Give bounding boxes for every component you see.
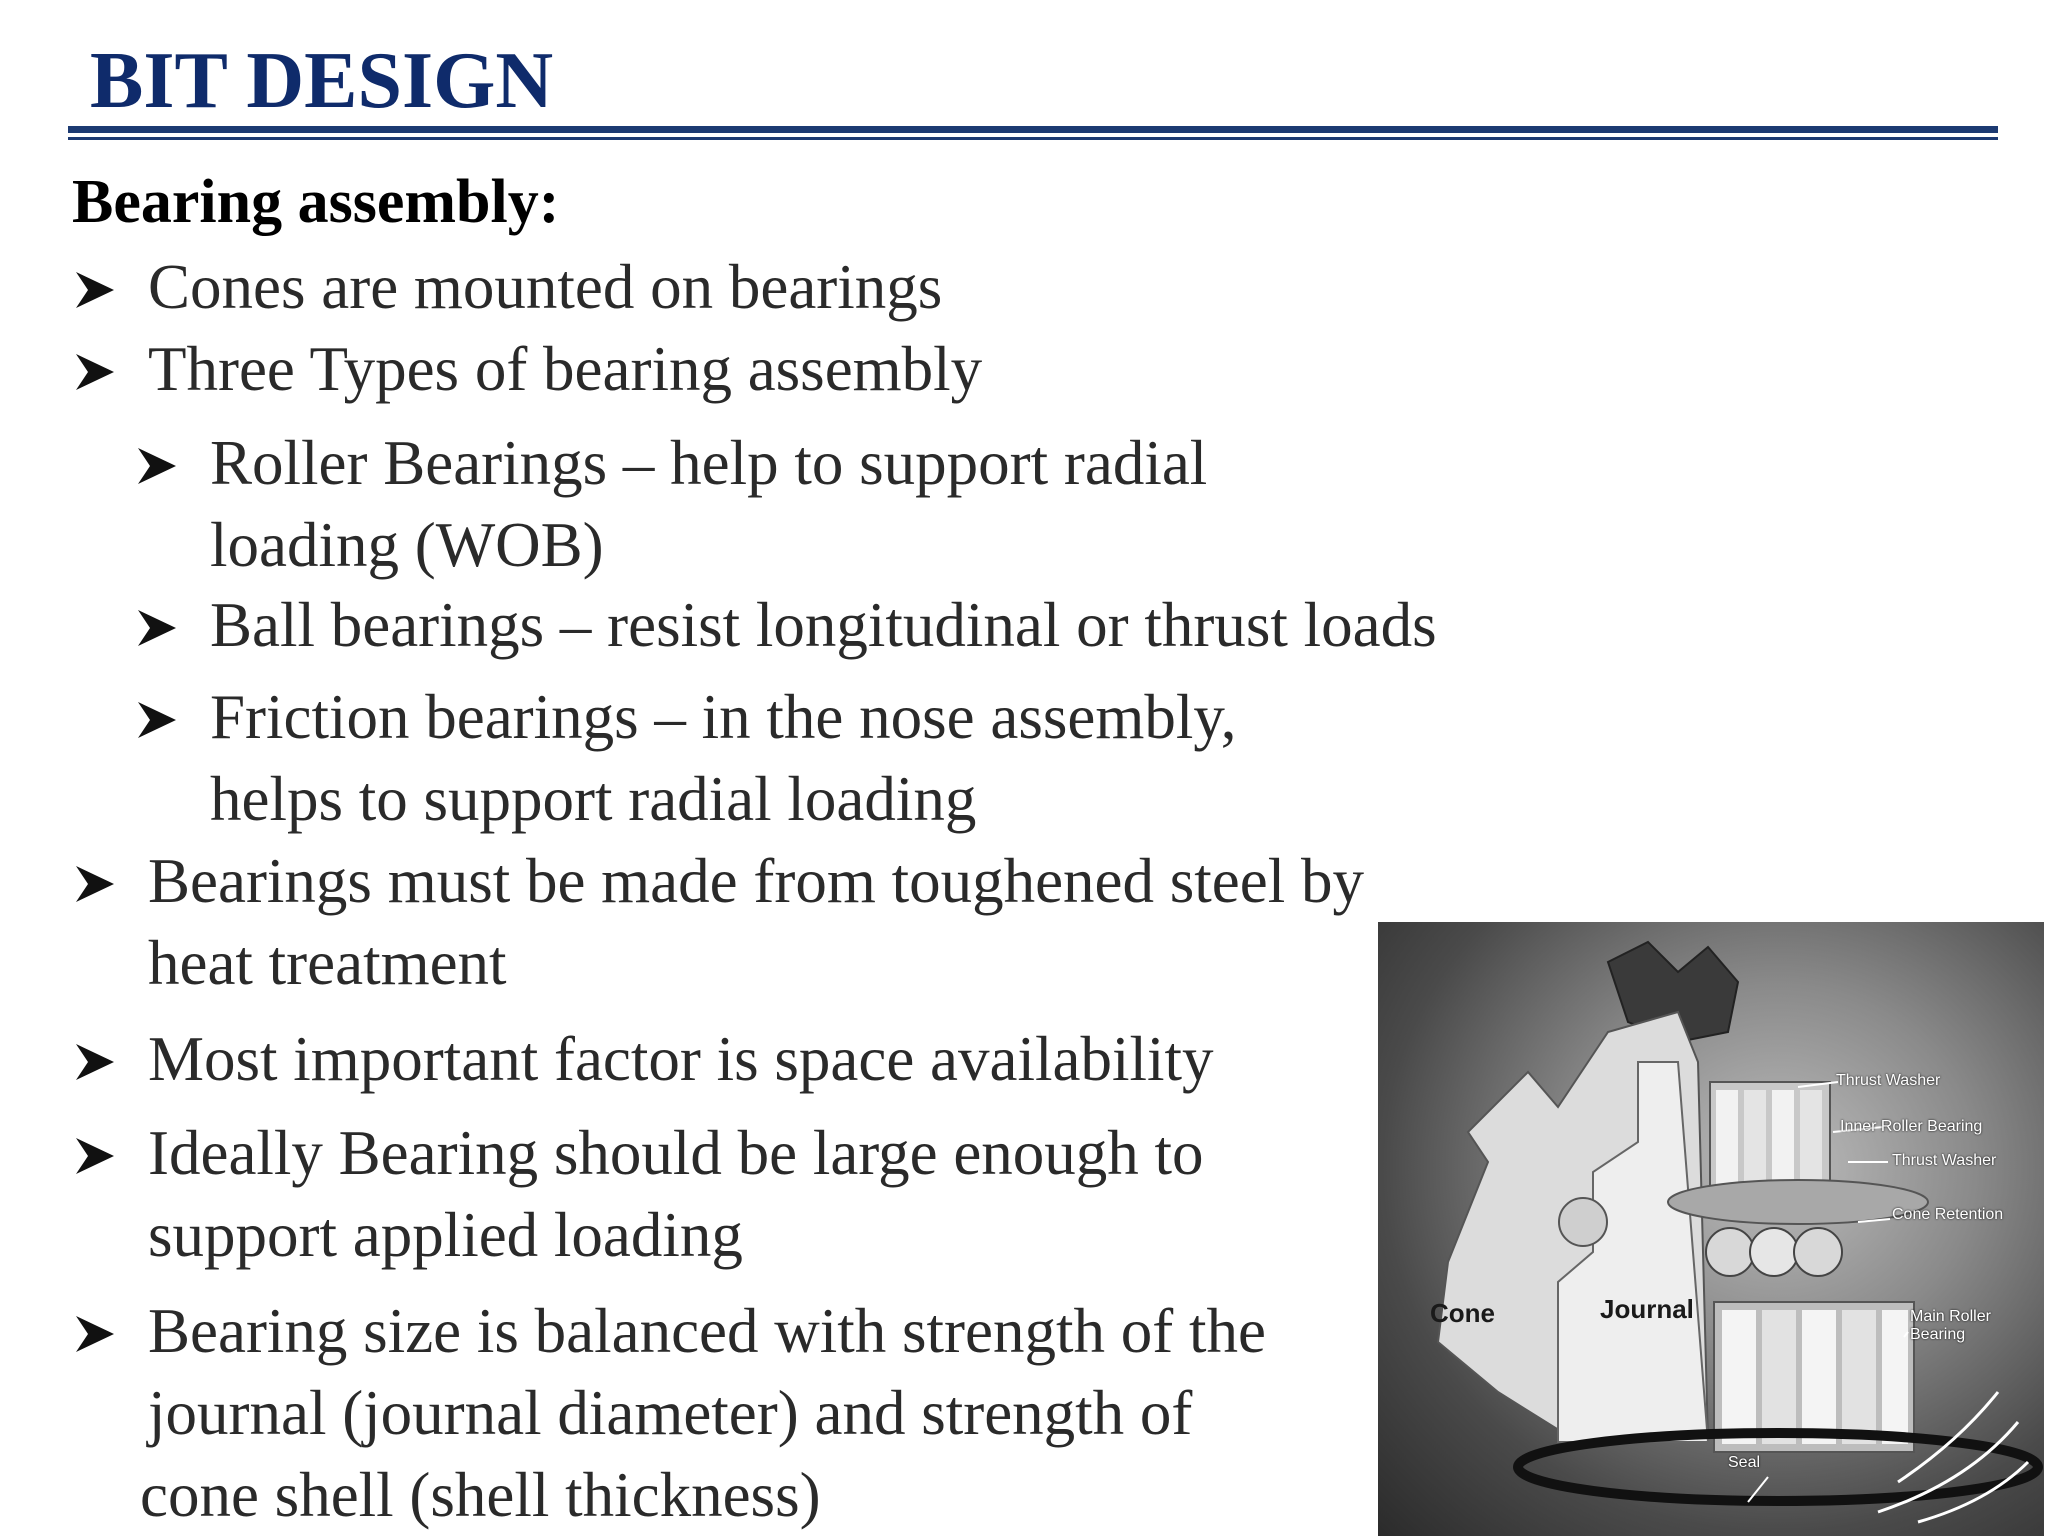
bullet-line: Cones are mounted on bearings [148,252,943,322]
bullet-line: journal (journal diameter) and strength of [148,1378,1193,1448]
label-inner-roller-bearing: Inner Roller Bearing [1840,1118,1983,1135]
title-rule-thin [68,137,1998,140]
bullet-line: Three Types of bearing assembly [148,334,983,404]
bullet-item [148,328,982,410]
bullet-line: Roller Bearings – help to support radial [210,428,1208,498]
bullet-line: Ball bearings – resist longitudinal or thrust loads [210,590,1437,660]
bullet-line: helps to support radial loading [210,764,977,834]
bearing-assembly-figure [1378,922,2044,1536]
bullet-line: Bearings must be made from toughened steel by [148,846,1364,916]
arrowhead-bullet-icon [74,268,118,312]
bullet-line: Ideally Bearing should be large enough to [148,1118,1204,1188]
title-rule-thick [68,126,1998,133]
arrowhead-bullet-icon [74,1040,118,1084]
bullet-item [210,584,1437,666]
bullet-item [140,1290,1266,1536]
bullet-line: loading (WOB) [210,510,604,580]
arrowhead-bullet-icon [136,444,180,488]
bullet-line: support applied loading [148,1200,743,1270]
label-cone-retention: Cone Retention [1892,1206,2004,1223]
arrowhead-bullet-icon [74,862,118,906]
label-cone: Cone [1430,1298,1495,1328]
slide-title: BIT DESIGN [90,37,554,125]
arrowhead-bullet-icon [74,1134,118,1178]
arrowhead-bullet-icon [74,1312,118,1356]
label-thrust-washer-bottom: Thrust Washer [1892,1152,1997,1169]
bullet-item [148,246,942,328]
arrowhead-bullet-icon [136,606,180,650]
bullet-item [210,422,1207,586]
bullet-item [148,1112,1204,1276]
bullet-item [210,676,1237,840]
arrowhead-bullet-icon [74,350,118,394]
bullet-line: Friction bearings – in the nose assembly, [210,682,1237,752]
section-heading: Bearing assembly: [72,168,560,236]
bullet-line: Bearing size is balanced with strength of the [148,1296,1266,1366]
bullet-line: cone shell (shell thickness) [140,1460,821,1530]
label-thrust-washer-top: Thrust Washer [1836,1072,1941,1089]
bullet-line: heat treatment [148,928,507,998]
label-seal: Seal [1728,1454,1761,1471]
bullet-item [148,1018,1213,1100]
arrowhead-bullet-icon [136,698,180,742]
bearing-cutaway-drawing [1378,922,2044,1536]
label-journal: Journal [1600,1294,1694,1324]
bullet-item [148,840,1364,1004]
bullet-line: Most important factor is space availability [148,1024,1214,1094]
label-main-roller-bearing: Main Roller Bearing [1910,1308,1991,1343]
